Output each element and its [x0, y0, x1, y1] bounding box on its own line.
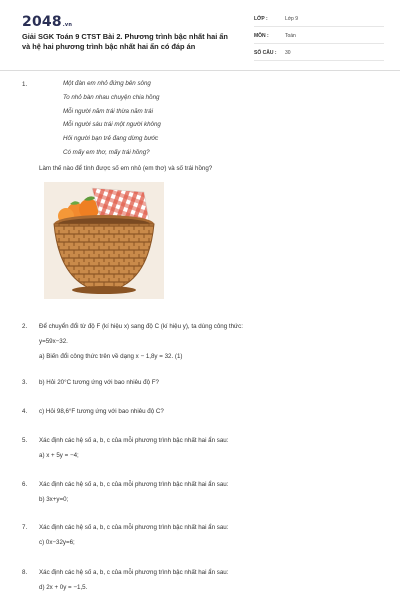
- question-text: a) x + 5y = −4;: [39, 452, 79, 459]
- meta-row-subject: [254, 29, 384, 44]
- meta-key: LỚP :: [254, 16, 268, 22]
- poem-line: Có mấy em thơ, mấy trái hồng?: [63, 148, 150, 156]
- basket-illustration: [44, 182, 164, 299]
- persimmon-basket-image: [44, 182, 164, 299]
- question-number: 2.: [22, 323, 28, 330]
- question-text: b) 3x+y=0;: [39, 496, 69, 503]
- site-logo[interactable]: 2048.vn: [22, 14, 73, 30]
- question-text: Để chuyển đổi từ độ F (kí hiệu x) sang độ C (kí hiệu y), ta dùng công thức:: [39, 323, 243, 330]
- poem-line: To nhỏ bàn nhau chuyện chia hồng: [63, 93, 160, 101]
- question-text: c) Hỏi 98,6°F tương ứng với bao nhiêu độ C?: [39, 408, 164, 415]
- meta-key: MÔN :: [254, 33, 269, 39]
- meta-value: Toán: [285, 33, 296, 39]
- header-divider: [0, 70, 400, 71]
- question-number: 4.: [22, 408, 28, 415]
- meta-row-count: [254, 46, 384, 61]
- question-text: c) 0x−32y=6;: [39, 539, 75, 546]
- question-number: 7.: [22, 524, 28, 531]
- poem-line: Hỏi người bạn trẻ đang dừng bước: [63, 135, 159, 143]
- meta-panel: [254, 12, 384, 63]
- question-number: 5.: [22, 437, 28, 444]
- meta-row-class: [254, 12, 384, 27]
- page-header: [0, 0, 400, 72]
- question-number: 6.: [22, 481, 28, 488]
- question-number: 3.: [22, 379, 28, 386]
- poem-line: Mỗi người sáu trái một người không: [63, 121, 161, 129]
- question-text: a) Biến đổi công thức trên về dạng x − 1,8y = 32. (1): [39, 353, 183, 360]
- question-number: 8.: [22, 569, 28, 576]
- question-text: b) Hỏi 20°C tương ứng với bao nhiêu độ F?: [39, 379, 160, 386]
- meta-value: 30: [285, 50, 291, 56]
- poem: [63, 80, 313, 163]
- meta-value: Lớp 9: [285, 16, 299, 22]
- question-text: d) 2x + 0y = −1,5.: [39, 584, 88, 591]
- poem-line: Một đàn em nhỏ đứng bên sông: [63, 80, 151, 87]
- question-text: Xác định các hệ số a, b, c của mỗi phương trình bậc nhất hai ẩn sau:: [39, 481, 229, 488]
- page-title: Giải SGK Toán 9 CTST Bài 2. Phương trình bậc nhất hai ẩn và hệ hai phương trình bậc nhất hai ẩn có đáp án: [22, 32, 228, 51]
- question-text: Xác định các hệ số a, b, c của mỗi phương trình bậc nhất hai ẩn sau:: [39, 524, 229, 531]
- question-1-text: Làm thế nào để tính được số em nhỏ (em thơ) và số trái hồng?: [39, 165, 213, 172]
- question-text: y=59x−32.: [39, 338, 68, 345]
- question-text: Xác định các hệ số a, b, c của mỗi phương trình bậc nhất hai ẩn sau:: [39, 437, 229, 444]
- poem-line: Mỗi người năm trái thừa năm trái: [63, 107, 153, 115]
- meta-key: SỐ CÂU :: [254, 50, 277, 56]
- question-text: Xác định các hệ số a, b, c của mỗi phương trình bậc nhất hai ẩn sau:: [39, 569, 229, 576]
- question-number: 1.: [22, 81, 28, 88]
